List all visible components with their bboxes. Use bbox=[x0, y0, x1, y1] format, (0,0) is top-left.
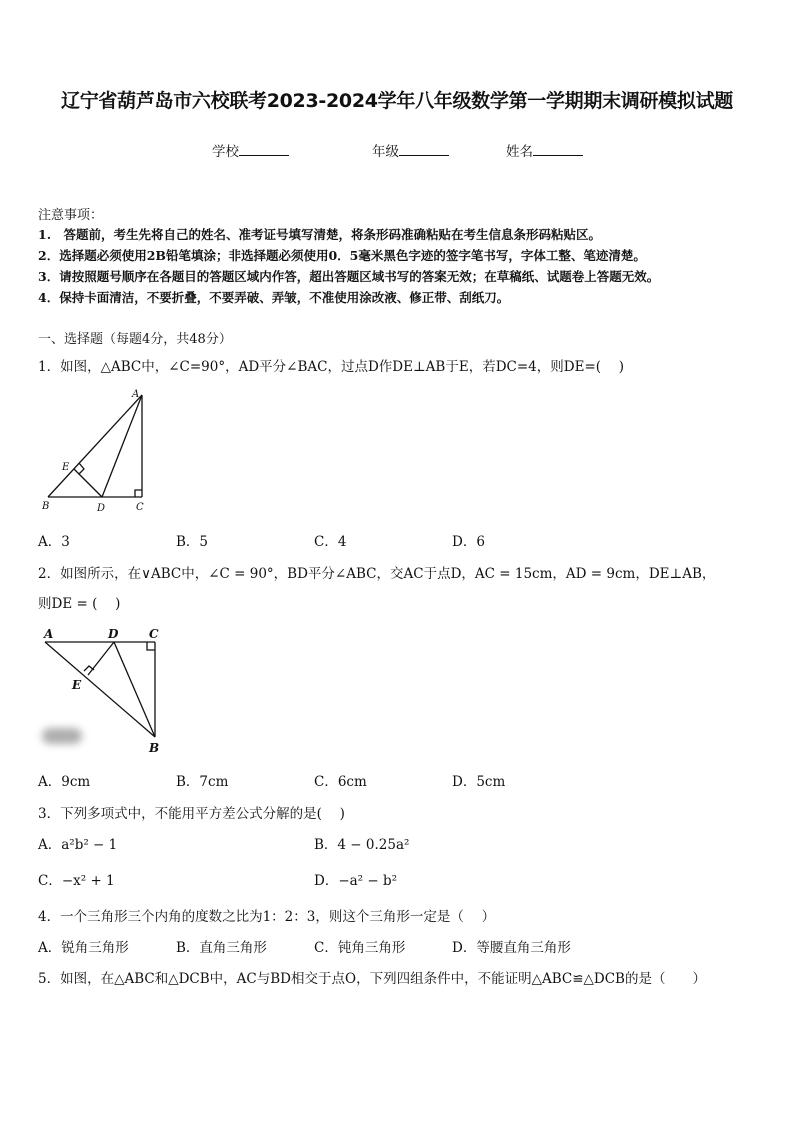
question-2-stem-line2: 则DE = ( ) bbox=[38, 596, 121, 612]
right-angle-c bbox=[135, 490, 142, 497]
segment-ab bbox=[45, 642, 155, 737]
segment-ab bbox=[48, 395, 142, 497]
label-d: D bbox=[97, 503, 106, 514]
question-5-stem: 5．如图，在△ABC和△DCB中，AC与BD相交于点O，下列四组条件中，不能证明△ABC≌△DCB的是（ ） bbox=[38, 971, 706, 987]
school-blank bbox=[239, 143, 289, 156]
segment-de bbox=[74, 469, 102, 497]
name-field bbox=[506, 140, 583, 160]
label-a: A bbox=[44, 627, 54, 641]
page-title: 辽宁省葫芦岛市六校联考2023-2024学年八年级数学第一学期期末调研模拟试题 bbox=[61, 90, 733, 112]
question-1-option-a[interactable]: A．3 bbox=[38, 534, 70, 550]
label-b: B bbox=[42, 501, 50, 512]
question-4-option-b[interactable]: B．直角三角形 bbox=[176, 940, 267, 956]
grade-blank bbox=[399, 143, 449, 156]
notice-item: 2．选择题必须使用2B铅笔填涂；非选择题必须使用0．5毫米黑色字迹的签字笔书写，字体工整、笔迹清楚。 bbox=[38, 248, 646, 263]
question-1-option-c[interactable]: C．4 bbox=[314, 534, 347, 550]
question-3-stem: 3．下列多项式中，不能用平方差公式分解的是( ) bbox=[38, 806, 345, 822]
question-3-option-c[interactable]: C．−x² + 1 bbox=[38, 873, 115, 889]
grade-field bbox=[372, 140, 449, 160]
label-e: E bbox=[72, 678, 82, 692]
label-e: E bbox=[62, 462, 70, 473]
question-1-option-d[interactable]: D．6 bbox=[452, 534, 485, 550]
label-c: C bbox=[149, 627, 159, 641]
grade-label: 年级 bbox=[372, 144, 399, 160]
segment-ad bbox=[102, 395, 142, 497]
right-angle-c bbox=[147, 642, 155, 650]
label-d: D bbox=[108, 627, 119, 641]
question-2-option-c[interactable]: C．6cm bbox=[314, 774, 367, 790]
question-2-option-b[interactable]: B．7cm bbox=[176, 774, 229, 790]
label-a: A bbox=[132, 389, 140, 400]
notice-item: 4．保持卡面清洁，不要折叠，不要弄破、弄皱，不准使用涂改液、修正带、刮纸刀。 bbox=[38, 290, 510, 305]
school-label: 学校 bbox=[212, 144, 239, 160]
question-3-option-a[interactable]: A．a²b² − 1 bbox=[38, 837, 118, 853]
school-field bbox=[212, 140, 289, 160]
label-c: C bbox=[136, 502, 144, 513]
question-4-option-c[interactable]: C．钝角三角形 bbox=[314, 940, 406, 956]
notice-item: 3．请按照题号顺序在各题目的答题区域内作答，超出答题区域书写的答案无效；在草稿纸、试题卷上答题无效。 bbox=[38, 269, 660, 284]
right-angle-e bbox=[79, 463, 84, 474]
question-4-option-d[interactable]: D．等腰直角三角形 bbox=[452, 940, 571, 956]
question-3-option-b[interactable]: B．4 − 0.25a² bbox=[314, 837, 410, 853]
name-label: 姓名 bbox=[506, 144, 533, 160]
label-b: B bbox=[149, 741, 160, 755]
question-4-stem: 4．一个三角形三个内角的度数之比为1：2：3，则这个三角形一定是（ ） bbox=[38, 909, 496, 925]
section-heading: 一、选择题（每题4分，共48分） bbox=[38, 332, 232, 347]
blurred-watermark bbox=[42, 728, 82, 744]
segment-de bbox=[88, 642, 114, 675]
question-3-option-d[interactable]: D．−a² − b² bbox=[314, 873, 398, 889]
question-1-figure bbox=[34, 386, 159, 516]
notice-heading: 注意事项： bbox=[38, 208, 104, 223]
notice-item: 1. 答题前，考生先将自己的姓名、准考证号填写清楚，将条形码准确粘贴在考生信息条形码粘贴区。 bbox=[38, 227, 602, 242]
question-4-option-a[interactable]: A．锐角三角形 bbox=[38, 940, 129, 956]
name-blank bbox=[533, 143, 583, 156]
question-2-option-a[interactable]: A．9cm bbox=[38, 774, 91, 790]
question-1-option-b[interactable]: B．5 bbox=[176, 534, 209, 550]
question-2-option-d[interactable]: D．5cm bbox=[452, 774, 506, 790]
question-2-stem-line1: 2．如图所示，在∨ABC中，∠C = 90°，BD平分∠ABC，交AC于点D，AC = 15cm，AD = 9cm，DE⊥AB， bbox=[38, 566, 716, 582]
segment-db bbox=[114, 642, 155, 737]
question-1-stem: 1．如图，△ABC中，∠C=90°，AD平分∠BAC，过点D作DE⊥AB于E，若DC=4，则DE=( ) bbox=[38, 359, 625, 375]
